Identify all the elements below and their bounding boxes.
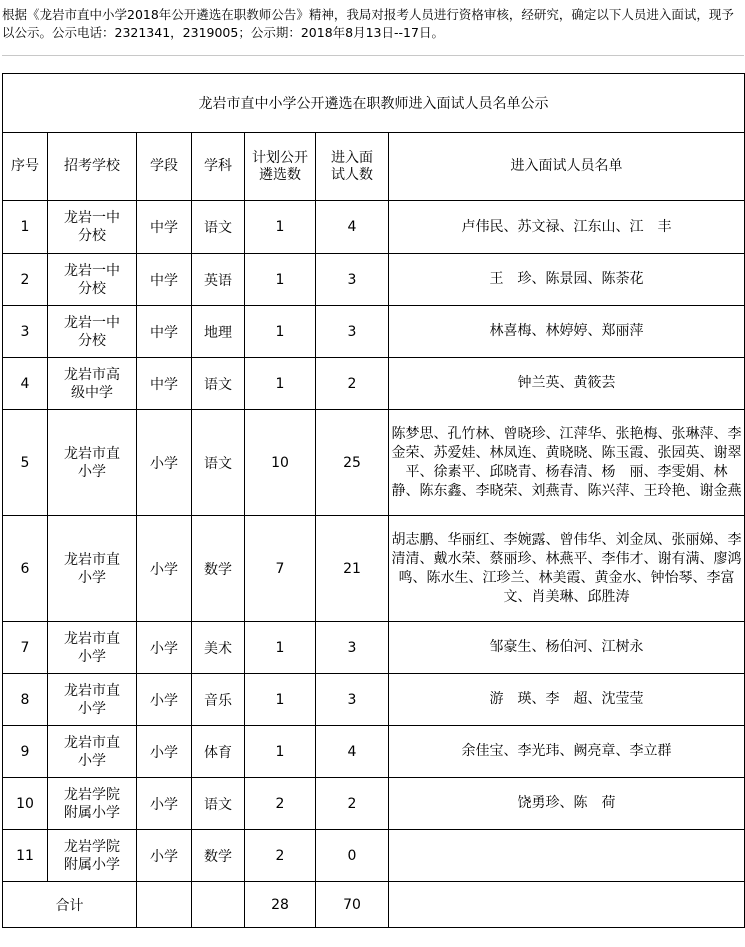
- cell-subject: 语文: [192, 358, 245, 410]
- cell-subject: 语文: [192, 201, 245, 254]
- cell-school: 龙岩学院附属小学: [48, 830, 137, 882]
- cell-stage: 中学: [137, 306, 192, 358]
- cell-count: 0: [316, 830, 389, 882]
- cell-school: 龙岩市直小学: [48, 726, 137, 778]
- cell-no: 4: [3, 358, 48, 410]
- cell-plan: 1: [245, 358, 316, 410]
- cell-subject: 数学: [192, 516, 245, 622]
- cell-names: 钟兰英、黄筱芸: [389, 358, 745, 410]
- cell-school: 龙岩市直小学: [48, 516, 137, 622]
- cell-subject: 数学: [192, 830, 245, 882]
- cell-no: 11: [3, 830, 48, 882]
- cell-count: 3: [316, 674, 389, 726]
- total-label: 合计: [3, 882, 137, 928]
- cell-stage: 小学: [137, 830, 192, 882]
- table-row: [3, 778, 745, 830]
- cell-names: 游 瑛、李 超、沈莹莹: [389, 674, 745, 726]
- cell-subject: 音乐: [192, 674, 245, 726]
- table-row: [3, 516, 745, 622]
- cell-no: 9: [3, 726, 48, 778]
- cell-count: 25: [316, 410, 389, 516]
- interview-list-table: [2, 73, 745, 928]
- table-row: [3, 674, 745, 726]
- cell-school: 龙岩一中分校: [48, 306, 137, 358]
- cell-stage: 小学: [137, 516, 192, 622]
- table-row: [3, 830, 745, 882]
- cell-plan: 2: [245, 778, 316, 830]
- cell-count: 4: [316, 726, 389, 778]
- header-school: 招考学校: [48, 133, 137, 201]
- cell-plan: 2: [245, 830, 316, 882]
- header-names: 进入面试人员名单: [389, 133, 745, 201]
- cell-plan: 1: [245, 254, 316, 306]
- notice-text: 根据《龙岩市直中小学2018年公开遴选在职教师公告》精神，我局对报考人员进行资格审核，经研究，确定以下人员进入面试，现予以公示。公示电话：2321341，2319005；公示期：2018年8月13日--17日。: [2, 7, 734, 40]
- cell-subject: 英语: [192, 254, 245, 306]
- cell-stage: 小学: [137, 622, 192, 674]
- table-row: [3, 622, 745, 674]
- cell-stage: 小学: [137, 726, 192, 778]
- cell-plan: 1: [245, 201, 316, 254]
- cell-names: 王 珍、陈景园、陈荼花: [389, 254, 745, 306]
- cell-stage: 小学: [137, 674, 192, 726]
- cell-count: 2: [316, 358, 389, 410]
- total-names-empty: [389, 882, 745, 928]
- cell-plan: 1: [245, 622, 316, 674]
- total-stage-empty: [137, 882, 192, 928]
- total-plan: 28: [245, 882, 316, 928]
- cell-names: 陈梦思、孔竹林、曾晓珍、江萍华、张艳梅、张琳萍、李金荣、苏爱娃、林凤连、黄晓晓、陈玉霞、张园英、谢翠平、徐素平、邱晓青、杨春清、杨 丽、李雯娟、林 静、陈东鑫、李晓荣、刘燕青、陈兴萍、王玲艳、谢金燕: [389, 410, 745, 516]
- cell-count: 3: [316, 254, 389, 306]
- cell-school: 龙岩一中分校: [48, 201, 137, 254]
- cell-plan: 1: [245, 306, 316, 358]
- cell-plan: 1: [245, 726, 316, 778]
- cell-no: 6: [3, 516, 48, 622]
- cell-school: 龙岩市高级中学: [48, 358, 137, 410]
- cell-subject: 语文: [192, 410, 245, 516]
- cell-names: [389, 830, 745, 882]
- table-row: [3, 201, 745, 254]
- cell-school: 龙岩市直小学: [48, 410, 137, 516]
- cell-school: 龙岩学院附属小学: [48, 778, 137, 830]
- cell-subject: 语文: [192, 778, 245, 830]
- cell-no: 2: [3, 254, 48, 306]
- cell-count: 3: [316, 306, 389, 358]
- cell-subject: 地理: [192, 306, 245, 358]
- cell-stage: 中学: [137, 254, 192, 306]
- header-stage: 学段: [137, 133, 192, 201]
- cell-names: 卢伟民、苏文禄、江东山、江 丰: [389, 201, 745, 254]
- header-no: 序号: [3, 133, 48, 201]
- cell-stage: 小学: [137, 778, 192, 830]
- cell-no: 3: [3, 306, 48, 358]
- cell-names: 林喜梅、林婷婷、郑丽萍: [389, 306, 745, 358]
- table-row: [3, 726, 745, 778]
- total-count: 70: [316, 882, 389, 928]
- cell-count: 21: [316, 516, 389, 622]
- cell-names: 胡志鹏、华丽红、李婉露、曾伟华、刘金凤、张丽娣、李清清、戴水荣、蔡丽珍、林燕平、李伟才、谢有满、廖鸿鸣、陈水生、江珍兰、林美霞、黄金水、钟怡琴、李富文、肖美琳、邱胜涛: [389, 516, 745, 622]
- cell-no: 1: [3, 201, 48, 254]
- header-count: 进入面试人数: [316, 133, 389, 201]
- sheet-gridline: [2, 55, 744, 56]
- cell-no: 5: [3, 410, 48, 516]
- cell-names: 余佳宝、李光玮、阙亮章、李立群: [389, 726, 745, 778]
- cell-stage: 中学: [137, 358, 192, 410]
- header-plan: 计划公开遴选数: [245, 133, 316, 201]
- table-row: [3, 410, 745, 516]
- cell-plan: 10: [245, 410, 316, 516]
- total-subject-empty: [192, 882, 245, 928]
- cell-school: 龙岩市直小学: [48, 674, 137, 726]
- cell-subject: 美术: [192, 622, 245, 674]
- cell-school: 龙岩一中分校: [48, 254, 137, 306]
- cell-no: 7: [3, 622, 48, 674]
- cell-no: 10: [3, 778, 48, 830]
- cell-no: 8: [3, 674, 48, 726]
- table-row: [3, 306, 745, 358]
- cell-names: 饶勇珍、陈 荷: [389, 778, 745, 830]
- cell-stage: 小学: [137, 410, 192, 516]
- total-row: [3, 882, 745, 928]
- table-row: [3, 358, 745, 410]
- table-row: [3, 254, 745, 306]
- cell-subject: 体育: [192, 726, 245, 778]
- cell-school: 龙岩市直小学: [48, 622, 137, 674]
- cell-count: 3: [316, 622, 389, 674]
- table-title: 龙岩市直中小学公开遴选在职教师进入面试人员名单公示: [3, 74, 745, 133]
- cell-stage: 中学: [137, 201, 192, 254]
- header-subject: 学科: [192, 133, 245, 201]
- cell-names: 邹豪生、杨伯河、江树永: [389, 622, 745, 674]
- cell-count: 2: [316, 778, 389, 830]
- cell-plan: 7: [245, 516, 316, 622]
- cell-plan: 1: [245, 674, 316, 726]
- cell-count: 4: [316, 201, 389, 254]
